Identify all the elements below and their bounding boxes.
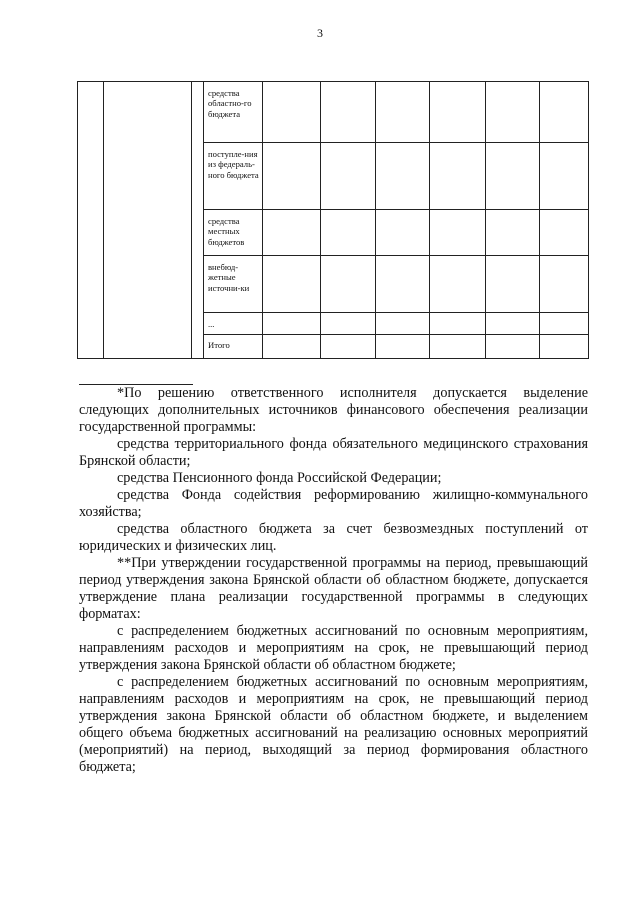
footnote-paragraph: с распределением бюджетных ассигнований по основным мероприятиям, направлениям расходов и мероприятиям на срок, не превышающий период утверждения закона Брянской области об областном бюджете; <box>79 623 588 673</box>
source-label: средства местных бюджетов <box>204 210 263 256</box>
source-label: внебюд-жетные источни-ки <box>204 256 263 313</box>
footnote-paragraph: средства областного бюджета за счет безвозмездных поступлений от юридических и физических лиц. <box>79 521 588 554</box>
footnote-paragraph: **При утверждении государственной программы на период, превышающий период утверждения закона Брянской области об областном бюджете, допускается утверждение плана реализации государственной программы в следующих форматах: <box>79 555 588 622</box>
footnote-paragraph: средства Фонда содействия реформированию жилищно-коммунального хозяйства; <box>79 487 588 520</box>
footnote-paragraph: с распределением бюджетных ассигнований по основным мероприятиям, направлениям расходов и мероприятиям на срок, не превышающий период утверждения закона Брянской области об областном бюджете, и выделением общего объема бюджетных ассигнований на реализацию основных мероприятий (мероприятий) на период, выходящий за период формирования областного бюджета; <box>79 674 588 775</box>
source-label: ... <box>204 313 263 335</box>
page-number: 3 <box>317 26 323 40</box>
table-cell-blank <box>192 82 204 359</box>
table-row <box>78 82 589 143</box>
total-label: Итого <box>204 335 263 359</box>
footnote-paragraph: *По решению ответственного исполнителя допускается выделение следующих дополнительных источников финансового обеспечения реализации государственной программы: <box>79 385 588 435</box>
source-label: поступле-ния из федераль-ного бюджета <box>204 143 263 210</box>
footnote-paragraph: средства Пенсионного фонда Российской Федерации; <box>117 470 442 486</box>
footnote-paragraph: средства территориального фонда обязательного медицинского страхования Брянской области; <box>79 436 588 469</box>
funding-sources-table <box>77 81 589 359</box>
source-label: средства областно-го бюджета <box>204 82 263 143</box>
footnotes-body <box>79 385 588 776</box>
table-cell-blank <box>104 82 192 359</box>
table-cell-blank <box>78 82 104 359</box>
